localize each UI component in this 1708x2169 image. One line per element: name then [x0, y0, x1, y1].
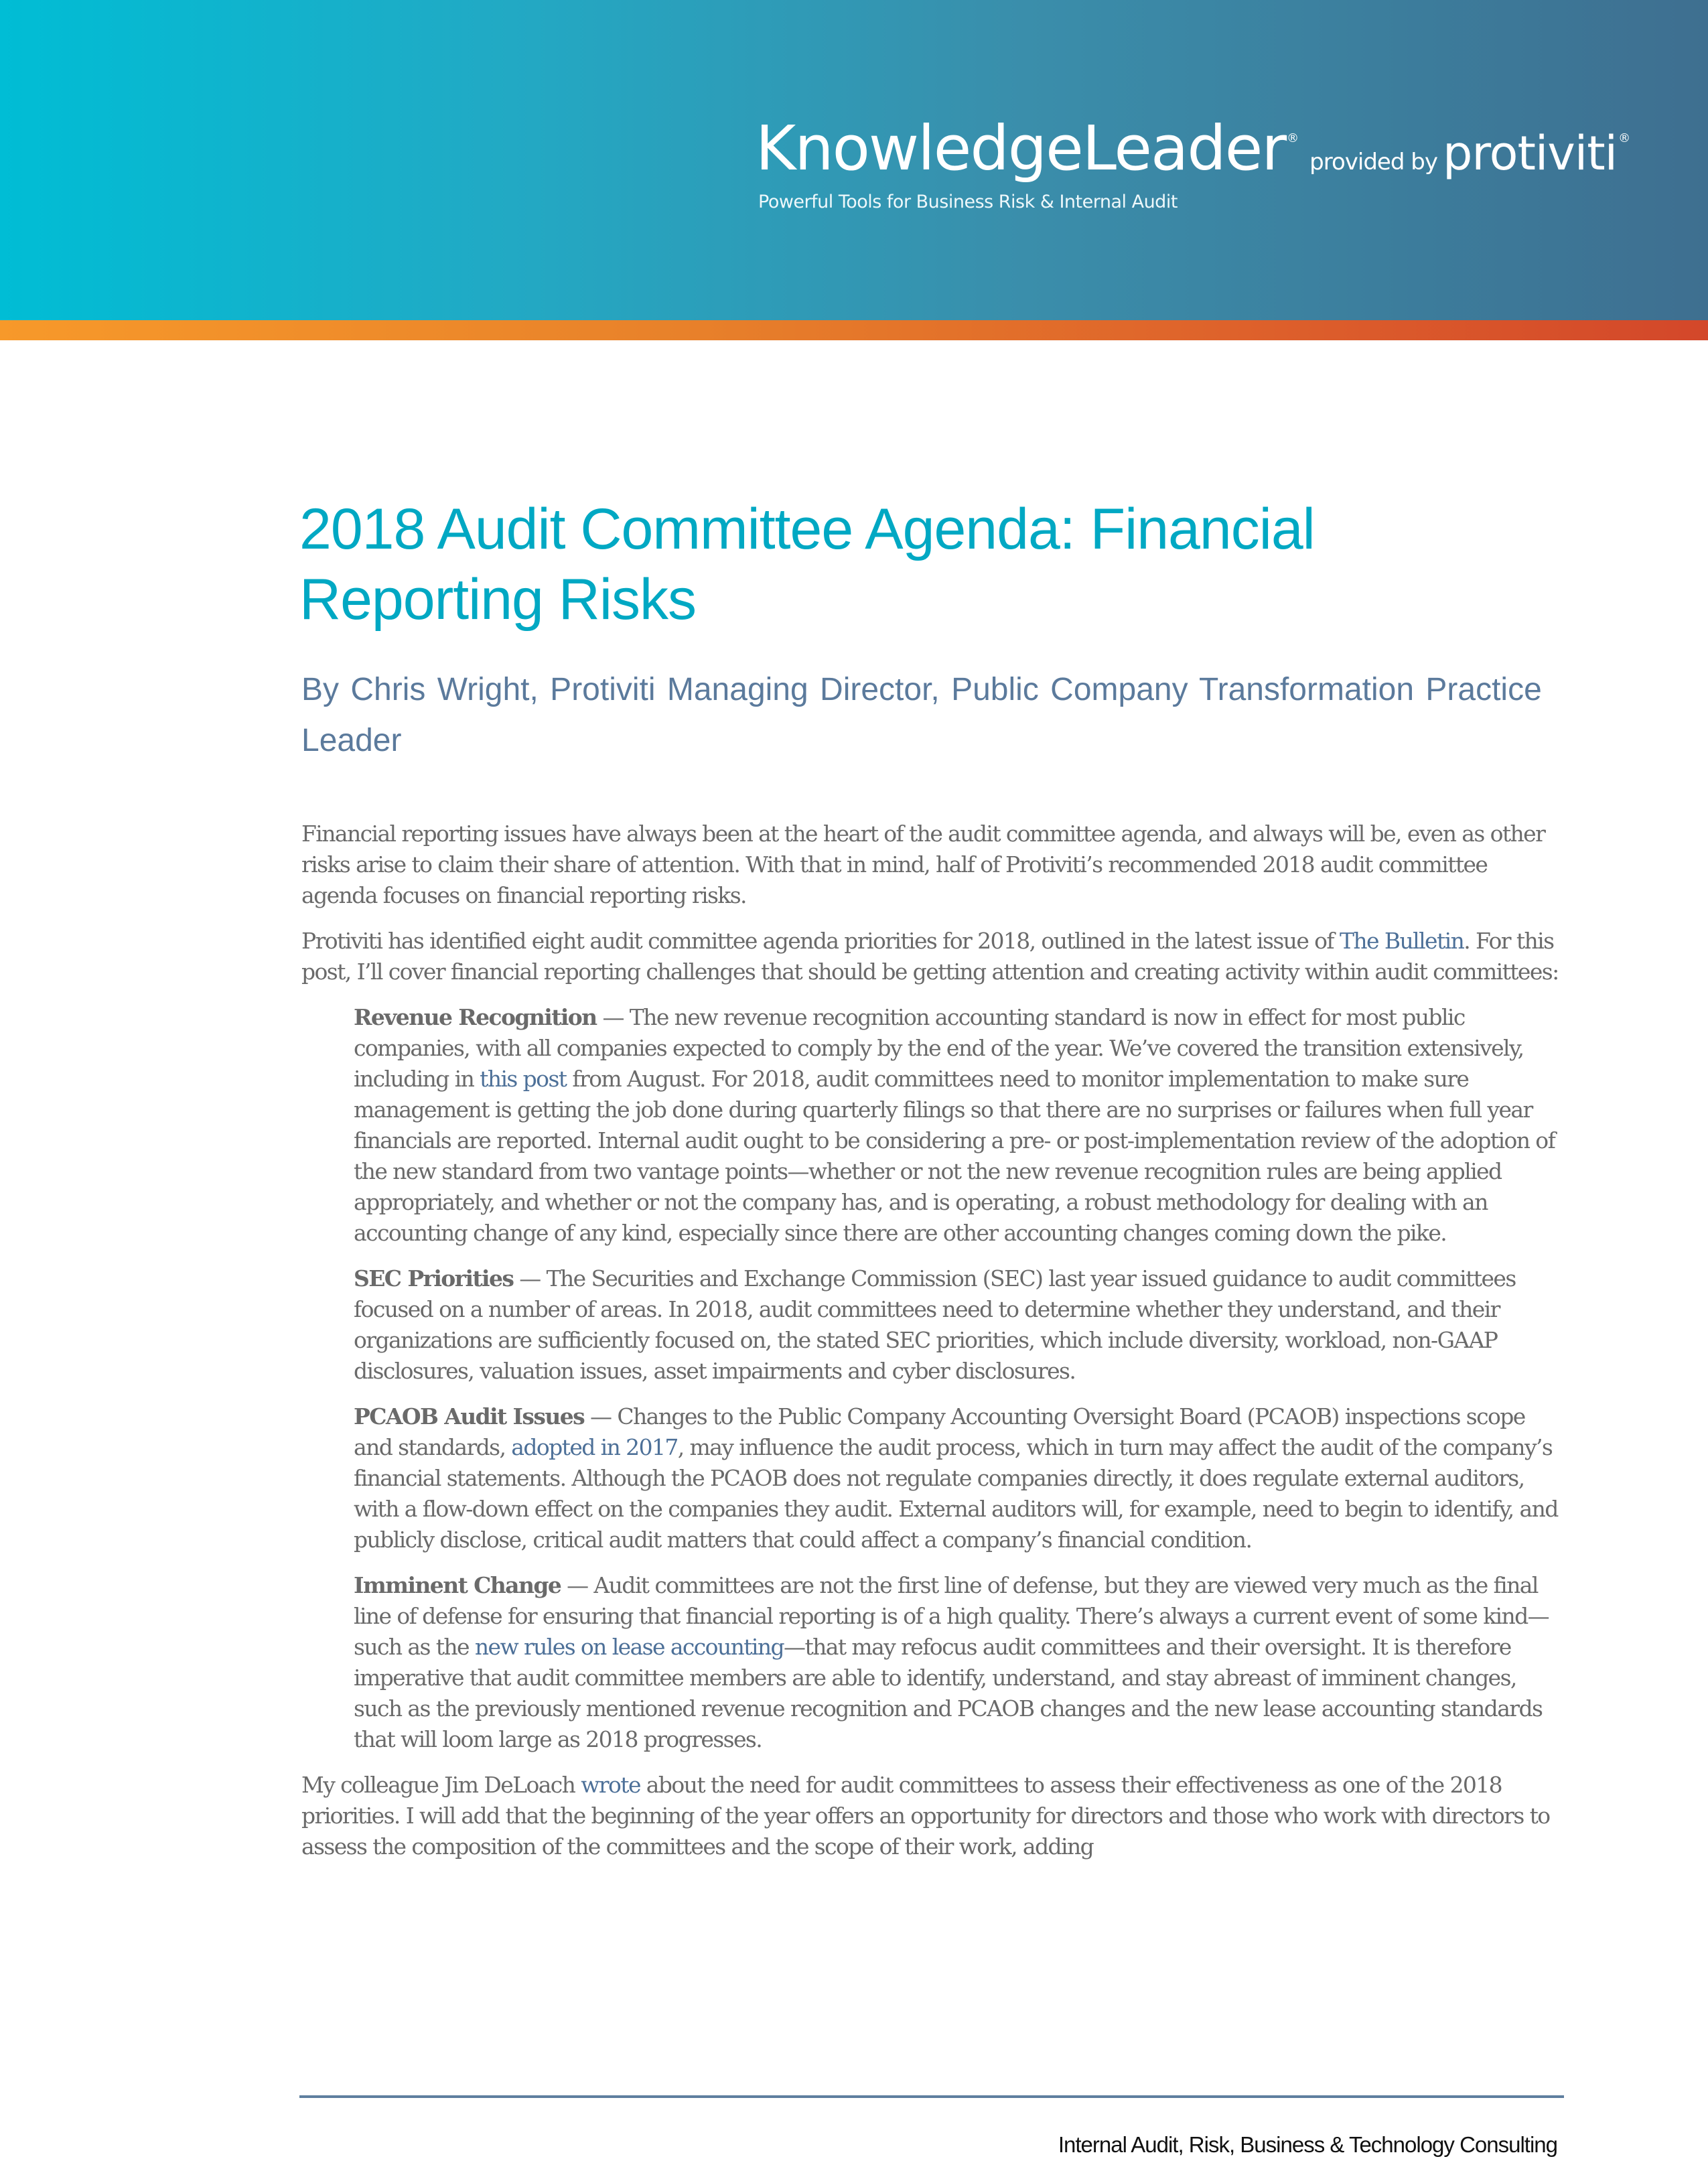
- paragraph-text: Protiviti has identified eight audit committee agenda priorities for 2018, outlined in the latest issue of: [301, 928, 1340, 954]
- footer-divider: [299, 2095, 1564, 2098]
- article-body: [301, 819, 1561, 1877]
- item-heading: Revenue Recognition: [354, 1004, 597, 1030]
- article-byline: By Chris Wright, Protiviti Managing Director, Public Company Transformation Practice Leader: [301, 672, 1542, 758]
- item-dash: —: [584, 1403, 618, 1429]
- logo-tagline: Powerful Tools for Business Risk & Internal Audit: [758, 192, 1178, 212]
- list-item-revenue-recognition: [354, 1002, 1561, 1249]
- item-heading: SEC Priorities: [354, 1265, 514, 1291]
- intro-paragraph: Financial reporting issues have always been at the heart of the audit committee agenda, and always will be, even as other risks arise to claim their share of attention. With that in mind, half of Protiviti’s recommended 2018 audit committee agenda focuses on financial reporting risks.: [301, 821, 1545, 908]
- registered-mark: ®: [1287, 131, 1299, 145]
- wrote-link[interactable]: wrote: [581, 1772, 640, 1798]
- logo-company: protiviti: [1442, 126, 1618, 181]
- item-text: from August. For 2018, audit committees need to monitor implementation to make sure management is getting the job done during quarterly filings so that there are no surprises or failures when full year financials are reported. Internal audit ought to be considering a pre- or post-implementation review of the adoption of the new standard from two vantage points—whether or not the new revenue recognition rules are being applied appropriately, and whether or not the company has, and is operating, a robust methodology for dealing with an accounting change of any kind, especially since there are other accounting changes coming down the pike.: [354, 1066, 1555, 1246]
- priorities-paragraph: [301, 926, 1561, 987]
- item-text: Audit committees are not the first line of defense, but they are viewed very much as the final line of defense for ensuring that financial reporting is of a high quality. There’s always a current event of some kind—such as the: [354, 1572, 1549, 1660]
- item-text: The new revenue recognition accounting standard is now in effect for most public companies, with all companies expected to comply by the end of the year. We’ve covered the transition extensively, including in: [354, 1004, 1524, 1092]
- item-text: , may influence the audit process, which in turn may affect the audit of the company’s financial statements. Although the PCAOB does not regulate companies directly, it does regulate external auditors, with a flow-down effect on the companies they audit. External auditors will, for example, need to begin to identify, and publicly disclose, critical audit matters that could affect a company’s financial condition.: [354, 1434, 1558, 1553]
- list-item-imminent-change: [354, 1570, 1561, 1755]
- lease-accounting-link[interactable]: new rules on lease accounting: [474, 1634, 784, 1660]
- closing-paragraph: [301, 1770, 1561, 1862]
- header-accent-stripe: [0, 320, 1708, 340]
- company-registered-mark: ®: [1618, 131, 1631, 145]
- list-item-pcaob-audit-issues: [354, 1401, 1561, 1555]
- item-text: —that may refocus audit committees and their oversight. It is therefore imperative that audit committee members are able to identify, understand, and stay abreast of imminent changes, such as the previously mentioned revenue recognition and PCAOB changes and the new lease accounting standards that will loom large as 2018 progresses.: [354, 1634, 1543, 1752]
- paragraph-text: about the need for audit committees to assess their effectiveness as one of the 2018 priorities. I will add that the beginning of the year offers an opportunity for directors and those who work with directors to assess the composition of the committees and the scope of their work, adding: [301, 1772, 1550, 1860]
- knowledgeleader-logo: [756, 113, 1630, 184]
- paragraph-text: . For this post, I’ll cover financial reporting challenges that should be getting attention and creating activity within audit committees:: [301, 928, 1559, 985]
- footer-tagline: Internal Audit, Risk, Business & Technology Consulting: [1058, 2132, 1557, 2157]
- item-dash: —: [561, 1572, 594, 1598]
- list-item-sec-priorities: [354, 1263, 1561, 1387]
- this-post-link[interactable]: this post: [480, 1066, 567, 1092]
- item-text: The Securities and Exchange Commission (SEC) last year issued guidance to audit committees focused on a number of areas. In 2018, audit committees need to determine whether they understand, and their organizations are sufficiently focused on, the stated SEC priorities, which include diversity, workload, non-GAAP disclosures, valuation issues, asset impairments and cyber disclosures.: [354, 1265, 1516, 1384]
- item-text: Changes to the Public Company Accounting Oversight Board (PCAOB) inspections scope and standards,: [354, 1403, 1525, 1460]
- logo-brand: KnowledgeLeader: [756, 113, 1286, 184]
- item-dash: —: [596, 1004, 630, 1030]
- logo-provided-by: provided by: [1309, 149, 1437, 176]
- item-heading: Imminent Change: [354, 1572, 561, 1598]
- item-dash: —: [513, 1265, 547, 1291]
- item-heading: PCAOB Audit Issues: [354, 1403, 585, 1429]
- adopted-in-2017-link[interactable]: adopted in 2017: [511, 1434, 678, 1460]
- paragraph-text: My colleague Jim DeLoach: [301, 1772, 581, 1798]
- the-bulletin-link[interactable]: The Bulletin: [1339, 928, 1464, 954]
- article-title: 2018 Audit Committee Agenda: Financial Reporting Risks: [299, 497, 1315, 632]
